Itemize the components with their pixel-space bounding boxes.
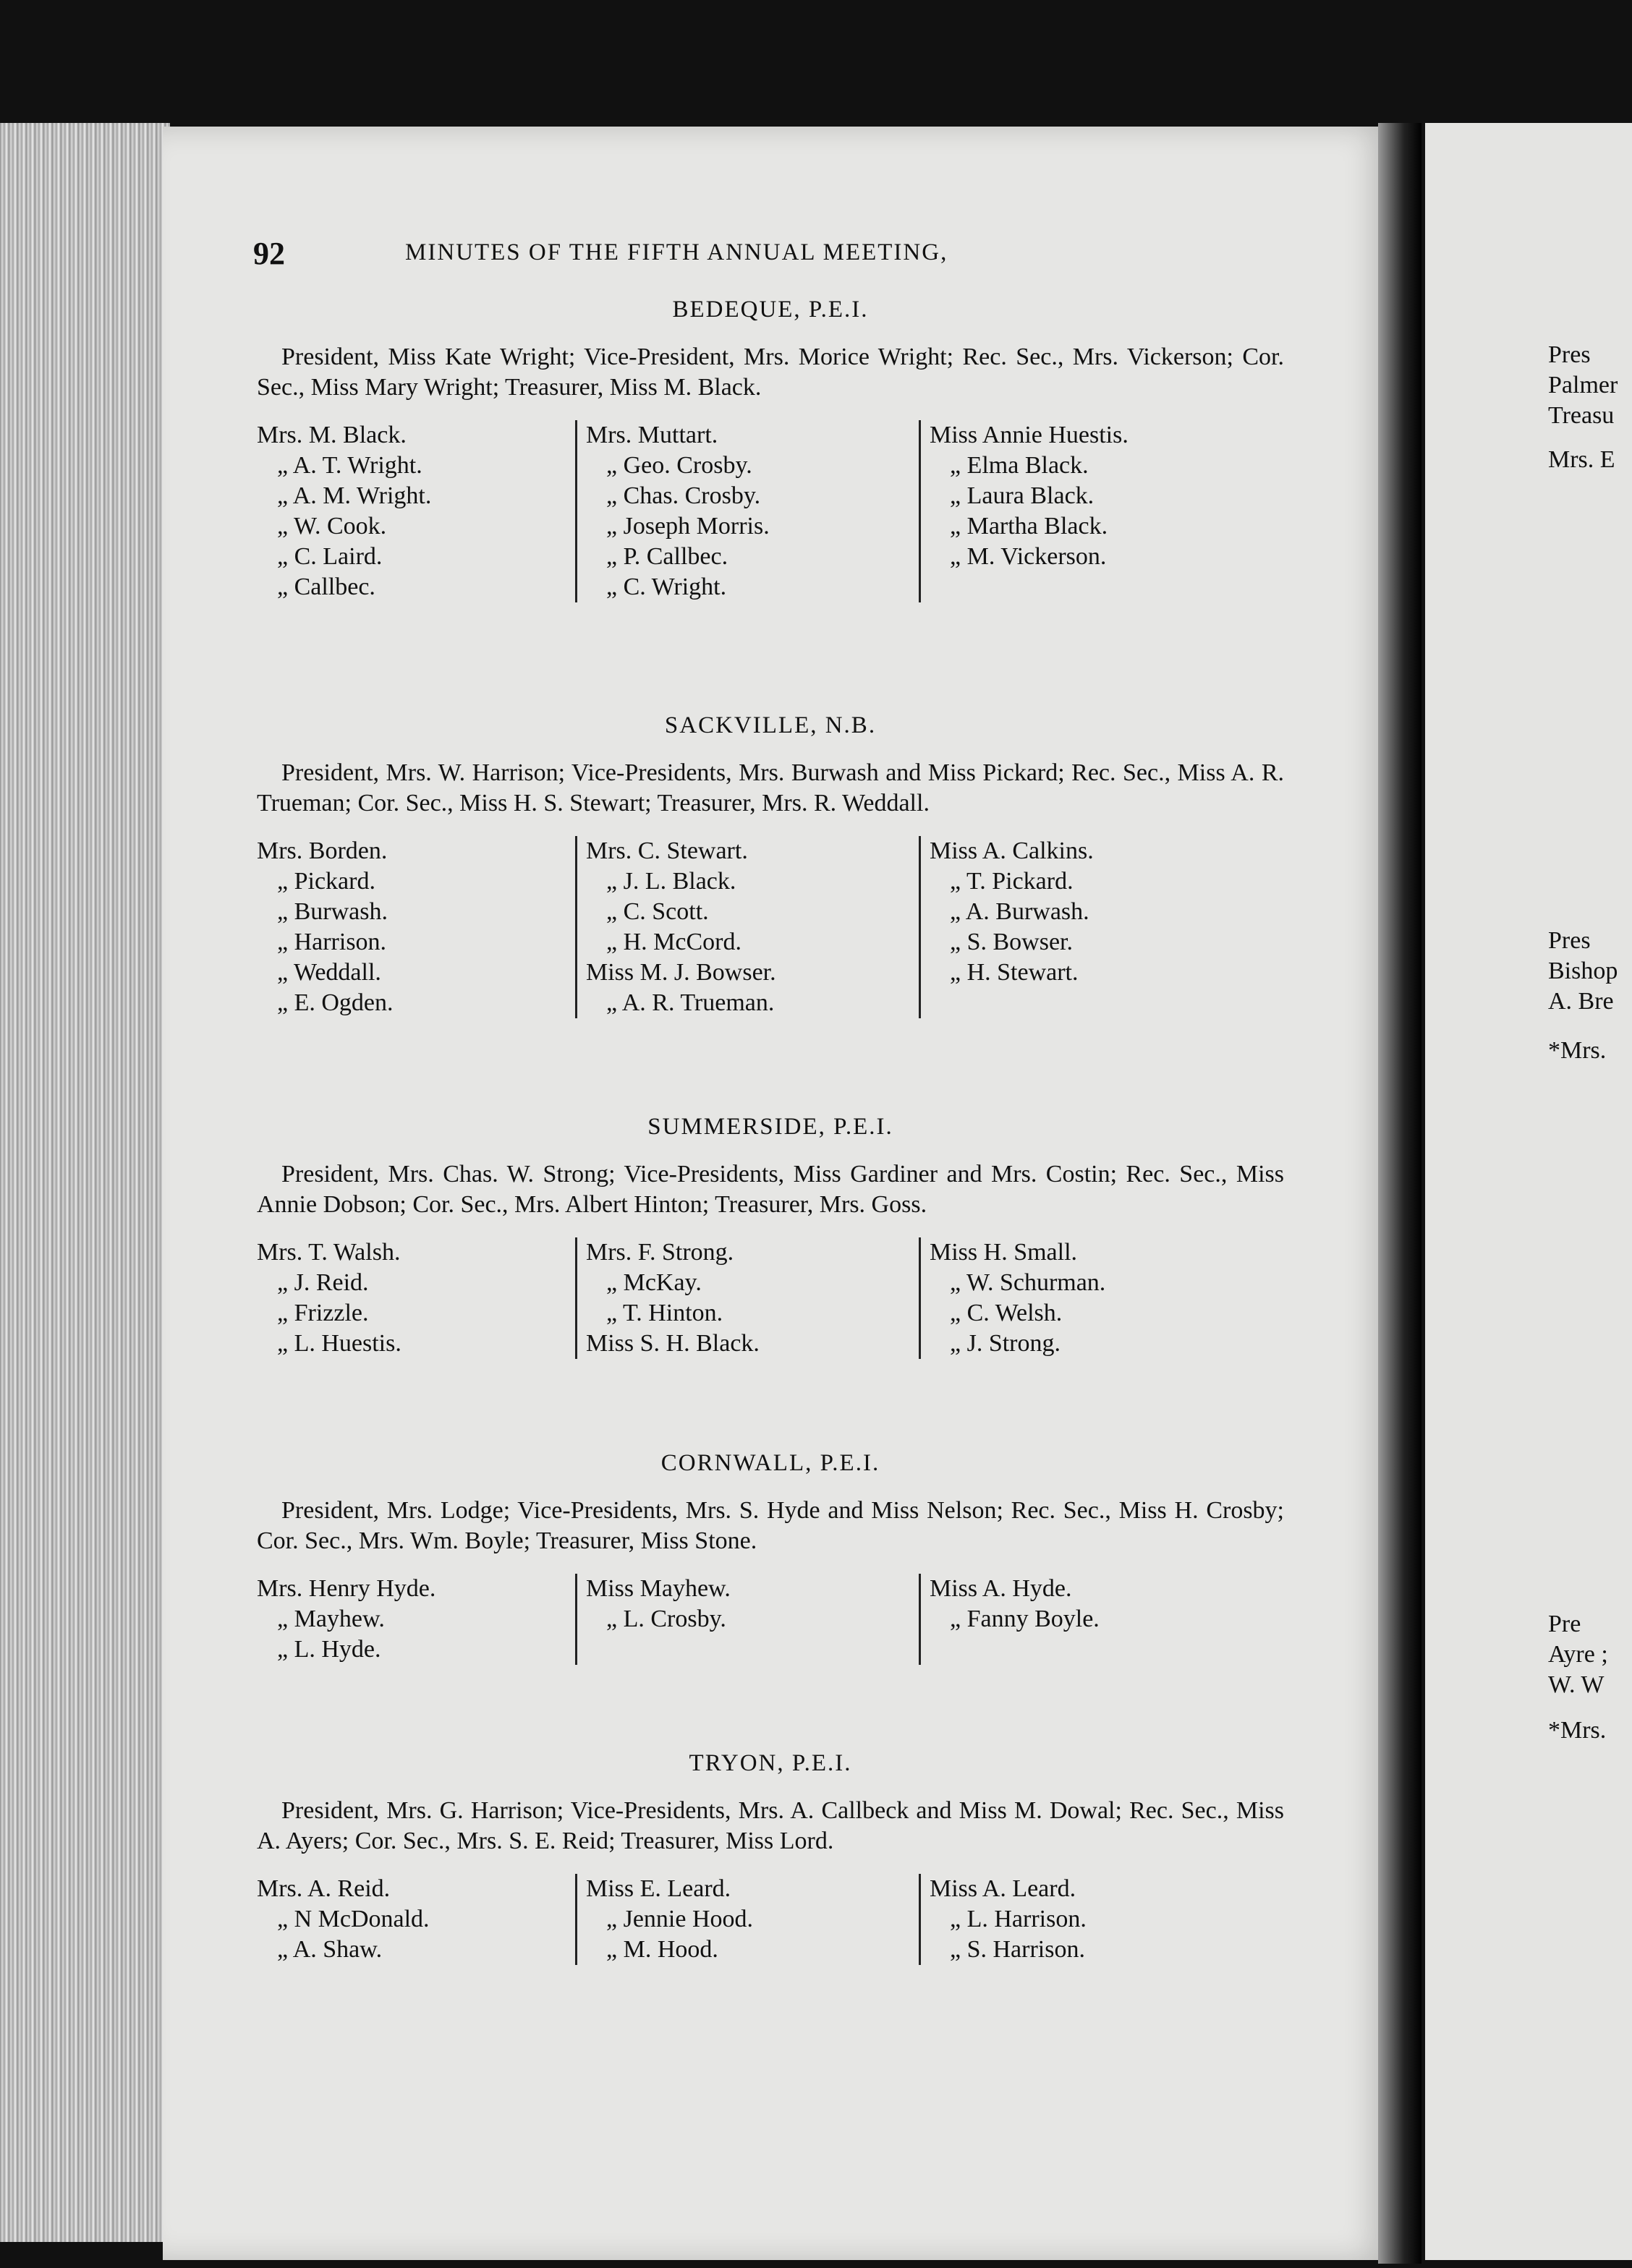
member-name: Mrs. Muttart.: [586, 422, 718, 448]
adjacent-page-fragment: Palmer: [1548, 372, 1618, 398]
member-name: „ H. Stewart.: [950, 959, 1079, 986]
members-column-1: [257, 836, 575, 1018]
running-title: MINUTES OF THE FIFTH ANNUAL MEETING,: [405, 239, 948, 265]
officers-paragraph: President, Mrs. G. Harrison; Vice-Presidents, Mrs. A. Callbeck and Miss M. Dowal; Rec. Sec., Miss A. Ayers; Cor. Sec., Mrs. S. E. Reid; Treasurer, Miss Lord.: [257, 1797, 1284, 1854]
officers-paragraph: President, Miss Kate Wright; Vice-President, Mrs. Morice Wright; Rec. Sec., Mrs. Vickerson; Cor. Sec., Miss Mary Wright; Treasurer, Miss M. Black.: [257, 344, 1284, 401]
members-columns: [257, 836, 1284, 1018]
adjacent-page-fragment: Pres: [1548, 927, 1591, 954]
members-columns: [257, 1574, 1284, 1665]
member-name: „ J. Strong.: [950, 1330, 1061, 1357]
member-name: „ J. Reid.: [277, 1269, 369, 1296]
member-name: Mrs. T. Walsh.: [257, 1239, 401, 1266]
member-name: „ C. Wright.: [606, 574, 727, 600]
member-name: „ A. T. Wright.: [277, 452, 422, 479]
members-column-3: [919, 420, 1248, 602]
members-column-2: [575, 420, 919, 602]
member-name: „ L. Huestis.: [277, 1330, 401, 1357]
member-name: Miss Mayhew.: [586, 1575, 731, 1602]
member-name: Miss Annie Huestis.: [930, 422, 1129, 448]
member-name: „ L. Crosby.: [606, 1606, 726, 1632]
page-header: [253, 235, 1280, 278]
member-name: Mrs. Borden.: [257, 837, 388, 864]
member-name: „ Martha Black.: [950, 513, 1108, 540]
member-name: Miss S. H. Black.: [586, 1330, 760, 1357]
member-name: „ S. Bowser.: [950, 929, 1073, 955]
adjacent-page-fragment: Pres: [1548, 341, 1591, 368]
member-name: Miss M. J. Bowser.: [586, 959, 776, 986]
section-summerside: [257, 1114, 1284, 1359]
member-name: Miss A. Hyde.: [930, 1575, 1072, 1602]
member-name: „ Callbec.: [277, 574, 375, 600]
members-columns: [257, 1237, 1284, 1359]
member-name: „ T. Hinton.: [606, 1300, 723, 1326]
member-name: „ Elma Black.: [950, 452, 1089, 479]
member-name: „ A. R. Trueman.: [606, 989, 775, 1016]
section-title: SACKVILLE, N.B.: [664, 712, 877, 738]
officers-paragraph: President, Mrs. Chas. W. Strong; Vice-Presidents, Miss Gardiner and Mrs. Costin; Rec. Sec., Miss Annie Dobson; Cor. Sec., Mrs. Albert Hinton; Treasurer, Mrs. Goss.: [257, 1161, 1284, 1218]
member-name: Mrs. M. Black.: [257, 422, 407, 448]
members-column-3: [919, 1237, 1248, 1359]
members-column-1: [257, 1874, 575, 1965]
member-name: „ Joseph Morris.: [606, 513, 770, 540]
members-column-2: [575, 836, 919, 1018]
member-name: „ A. M. Wright.: [277, 482, 432, 509]
members-column-1: [257, 1574, 575, 1665]
member-name: „ Chas. Crosby.: [606, 482, 761, 509]
members-column-3: [919, 1874, 1248, 1965]
section-title: TRYON, P.E.I.: [689, 1750, 852, 1776]
page-number: 92: [253, 236, 285, 271]
adjacent-page-fragment: A. Bre: [1548, 988, 1614, 1015]
member-name: „ L. Harrison.: [950, 1906, 1087, 1932]
member-name: Mrs. F. Strong.: [586, 1239, 734, 1266]
members-column-1: [257, 1237, 575, 1359]
member-name: Mrs. C. Stewart.: [586, 837, 748, 864]
member-name: „ Jennie Hood.: [606, 1906, 754, 1932]
member-name: „ A. Burwash.: [950, 898, 1089, 925]
member-name: „ Fanny Boyle.: [950, 1606, 1100, 1632]
member-name: „ C. Welsh.: [950, 1300, 1063, 1326]
members-columns: [257, 420, 1284, 602]
member-name: Mrs. A. Reid.: [257, 1875, 391, 1902]
member-name: „ McKay.: [606, 1269, 702, 1296]
members-column-2: [575, 1574, 919, 1665]
member-name: „ H. McCord.: [606, 929, 741, 955]
members-column-2: [575, 1874, 919, 1965]
members-column-1: [257, 420, 575, 602]
member-name: „ M. Vickerson.: [950, 543, 1107, 570]
adjacent-page: [1425, 123, 1632, 2260]
member-name: „ Pickard.: [277, 868, 375, 895]
adjacent-page-fragment: Treasu: [1548, 402, 1615, 429]
adjacent-page-fragment: W. W: [1548, 1671, 1605, 1698]
adjacent-page-fragment: Pre: [1548, 1611, 1581, 1637]
member-name: „ Burwash.: [277, 898, 388, 925]
member-name: „ Weddall.: [277, 959, 381, 986]
member-name: „ Laura Black.: [950, 482, 1095, 509]
member-name: Miss E. Leard.: [586, 1875, 731, 1902]
section-cornwall: [257, 1450, 1284, 1665]
section-title: SUMMERSIDE, P.E.I.: [647, 1114, 893, 1140]
adjacent-page-fragment: Bishop: [1548, 958, 1618, 984]
member-name: „ J. L. Black.: [606, 868, 736, 895]
member-name: „ W. Schurman.: [950, 1269, 1106, 1296]
member-name: Mrs. Henry Hyde.: [257, 1575, 436, 1602]
member-name: „ T. Pickard.: [950, 868, 1074, 895]
members-column-3: [919, 1574, 1248, 1665]
member-name: Miss A. Calkins.: [930, 837, 1094, 864]
section-bedeque: [257, 297, 1284, 602]
member-name: „ W. Cook.: [277, 513, 387, 540]
member-name: „ L. Hyde.: [277, 1636, 381, 1663]
member-name: „ C. Scott.: [606, 898, 709, 925]
member-name: „ A. Shaw.: [277, 1936, 383, 1963]
member-name: „ M. Hood.: [606, 1936, 718, 1963]
section-tryon: [257, 1750, 1284, 1965]
member-name: „ N McDonald.: [277, 1906, 430, 1932]
adjacent-page-fragment: Mrs. E: [1548, 446, 1615, 473]
section-title: BEDEQUE, P.E.I.: [672, 297, 869, 323]
members-column-3: [919, 836, 1248, 1018]
member-name: „ Geo. Crosby.: [606, 452, 752, 479]
officers-paragraph: President, Mrs. W. Harrison; Vice-Presidents, Mrs. Burwash and Miss Pickard; Rec. Sec., Miss A. R. Trueman; Cor. Sec., Miss H. S. Stewart; Treasurer, Mrs. R. Weddall.: [257, 759, 1284, 817]
section-sackville: [257, 712, 1284, 1018]
book-page-edges: [0, 123, 170, 2242]
members-column-2: [575, 1237, 919, 1359]
members-columns: [257, 1874, 1284, 1965]
section-title: CORNWALL, P.E.I.: [660, 1450, 880, 1476]
member-name: „ S. Harrison.: [950, 1936, 1085, 1963]
adjacent-page-fragment: *Mrs.: [1548, 1037, 1607, 1064]
member-name: „ Harrison.: [277, 929, 387, 955]
member-name: „ Mayhew.: [277, 1606, 385, 1632]
member-name: „ C. Laird.: [277, 543, 383, 570]
member-name: Miss A. Leard.: [930, 1875, 1076, 1902]
member-name: Miss H. Small.: [930, 1239, 1078, 1266]
officers-paragraph: President, Mrs. Lodge; Vice-Presidents, Mrs. S. Hyde and Miss Nelson; Rec. Sec., Miss H. Crosby; Cor. Sec., Mrs. Wm. Boyle; Treasurer, Miss Stone.: [257, 1497, 1284, 1554]
member-name: „ E. Ogden.: [277, 989, 394, 1016]
member-name: „ P. Callbec.: [606, 543, 728, 570]
book-gutter: [1378, 123, 1421, 2264]
adjacent-page-fragment: *Mrs.: [1548, 1717, 1607, 1744]
adjacent-page-fragment: Ayre ;: [1548, 1641, 1608, 1668]
book-page: [163, 127, 1393, 2260]
member-name: „ Frizzle.: [277, 1300, 369, 1326]
